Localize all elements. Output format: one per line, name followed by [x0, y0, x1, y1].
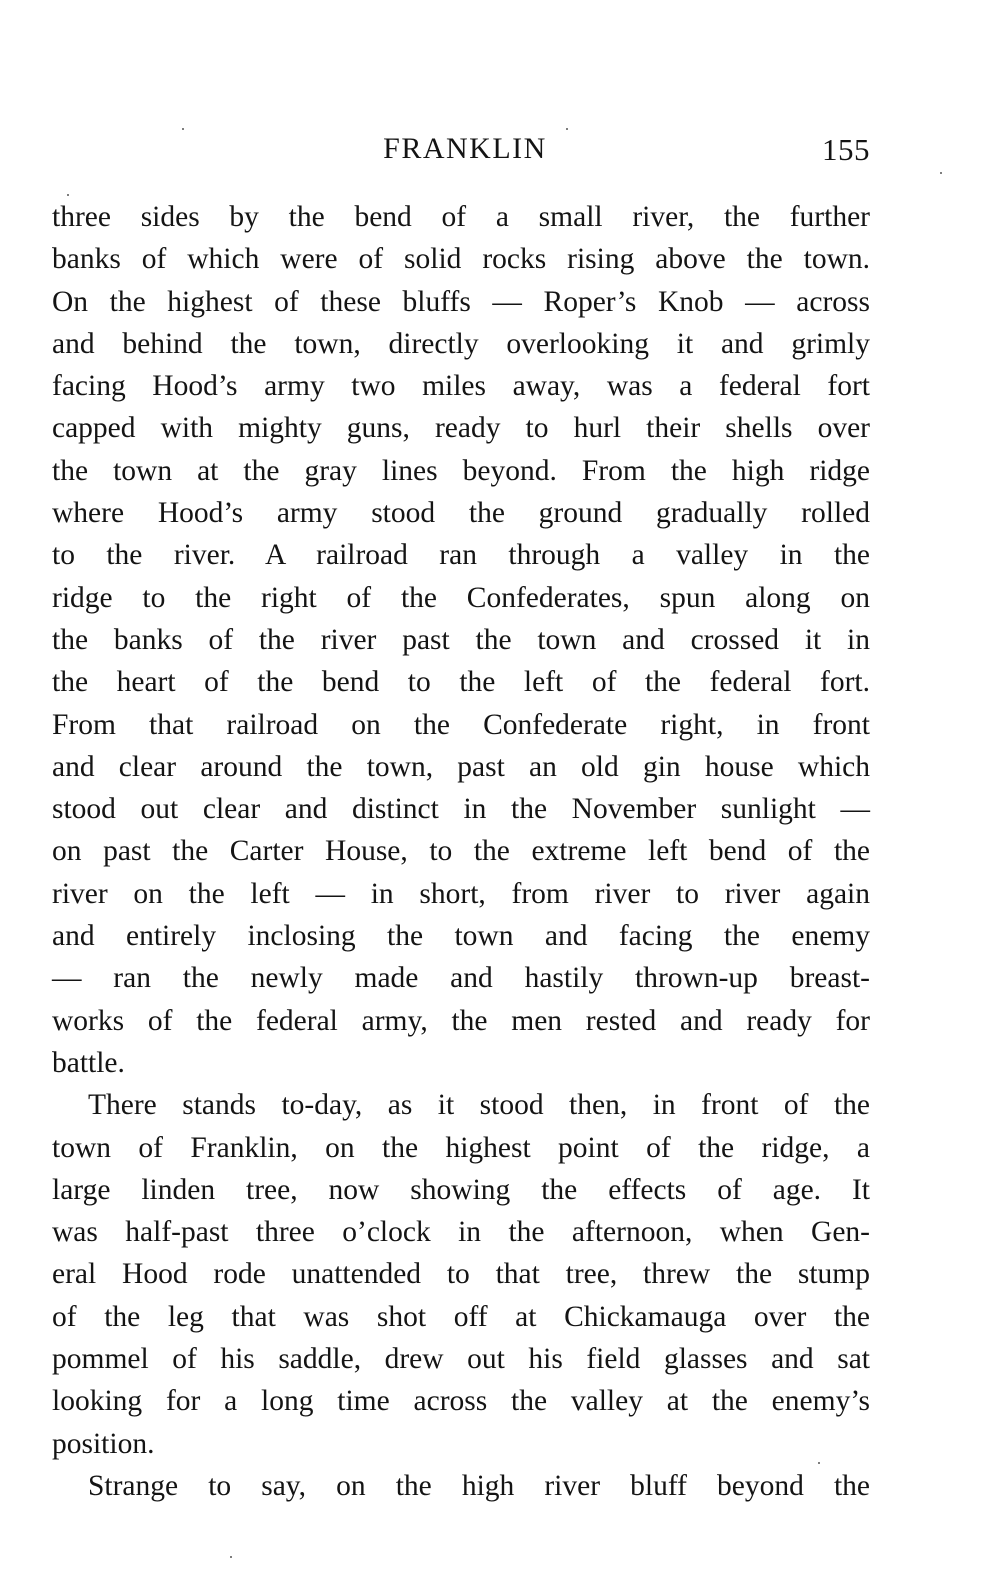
text-line: and behind the town, directly overlooking it and grimly [52, 327, 870, 360]
text-line: pommel of his saddle, drew out his field glasses and sat [52, 1343, 870, 1376]
text-line: position. [52, 1427, 155, 1460]
text-line: There stands to-day, as it stood then, in front of the [88, 1089, 870, 1122]
text-line: banks of which were of solid rocks rising above the town. [52, 243, 870, 276]
running-head [52, 132, 870, 176]
scan-speck [182, 128, 184, 130]
text-line: capped with mighty guns, ready to hurl their shells over [52, 412, 870, 445]
text-line: eral Hood rode unattended to that tree, threw the stump [52, 1258, 870, 1291]
text-line: and clear around the town, past an old gin house which [52, 750, 870, 783]
text-line: the banks of the river past the town and crossed it in [52, 623, 870, 656]
body-text [52, 196, 870, 1507]
text-line: stood out clear and distinct in the November sunlight — [52, 793, 870, 826]
text-line: large linden tree, now showing the effects of age. It [52, 1173, 870, 1206]
text-line: On the highest of these bluffs — Roper’s Knob — across [52, 285, 870, 318]
text-line: on past the Carter House, to the extreme left bend of the [52, 835, 870, 868]
text-line: and entirely inclosing the town and facing the enemy [52, 920, 870, 953]
text-line: of the leg that was shot off at Chickamauga over the [52, 1300, 870, 1333]
text-line: battle. [52, 1046, 125, 1079]
text-line: ridge to the right of the Confederates, spun along on [52, 581, 870, 614]
text-line: the town at the gray lines beyond. From the high ridge [52, 454, 870, 487]
scan-speck [67, 194, 69, 196]
text-line: looking for a long time across the valley at the enemy’s [52, 1385, 870, 1418]
text-line: was half-past three o’clock in the afternoon, when Gen- [52, 1216, 870, 1249]
text-line: From that railroad on the Confederate right, in front [52, 708, 870, 741]
text-line: — ran the newly made and hastily thrown-up breast- [52, 962, 870, 995]
text-line: Strange to say, on the high river bluff beyond the [88, 1469, 870, 1502]
scan-speck [940, 172, 942, 174]
text-line: the heart of the bend to the left of the federal fort. [52, 666, 870, 699]
text-line: works of the federal army, the men rested and ready for [52, 1004, 870, 1037]
scan-speck [566, 128, 568, 130]
text-line: three sides by the bend of a small river, the further [52, 201, 870, 233]
scan-speck [230, 1556, 232, 1558]
text-line: where Hood’s army stood the ground gradually rolled [52, 497, 870, 530]
text-line: town of Franklin, on the highest point of the ridge, a [52, 1131, 870, 1164]
text-line: river on the left — in short, from river to river again [52, 877, 870, 910]
page-number: 155 [822, 132, 870, 167]
running-title: FRANKLIN [383, 132, 547, 165]
scan-speck [818, 1462, 820, 1464]
text-line: facing Hood’s army two miles away, was a federal fort [52, 370, 870, 403]
text-line: to the river. A railroad ran through a valley in the [52, 539, 870, 572]
